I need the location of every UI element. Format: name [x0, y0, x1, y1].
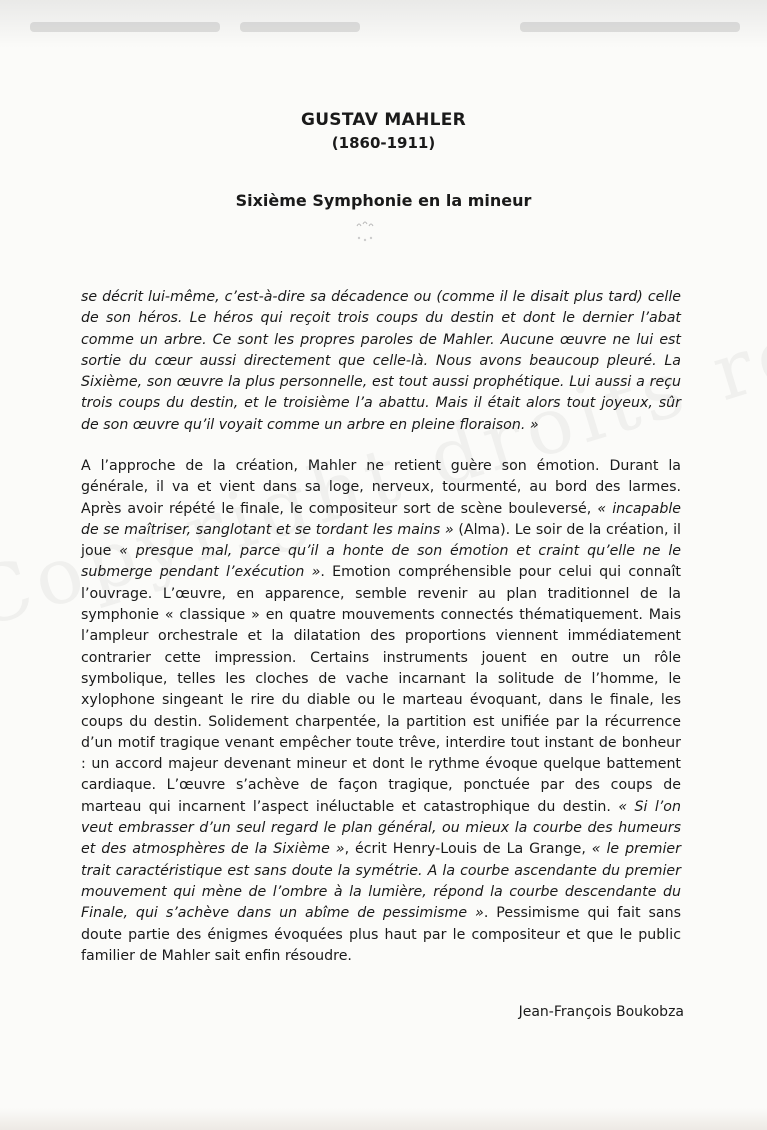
citation: « incapable de se maîtriser, sanglotant et se tordant les mains »	[81, 500, 681, 538]
scan-bleed-through	[0, 0, 767, 48]
body-text: . Pessimisme qui fait sans doute partie des énigmes évoquées plus haut par le compositeur et que le public familier de Mahler sait enfin résoudre.	[81, 905, 682, 964]
quote-paragraph: se décrit lui-même, c’est-à-dire sa décadence ou (comme il le disait plus tard) celle de son héros. Le héros qui reçoit trois coups du destin et dont le dernier l’abat comme un arbre. Ce sont les propres paroles de Mahler. Aucune œuvre ne lui est sortie du cœur aussi directement que celle-là. Nous avons beaucoup pleuré. La Sixième, son œuvre la plus personnelle, est tout aussi prophétique. Lui aussi a reçu trois coups du destin, et le troisième l’a abattu. Mais il était alors tout joyeux, sûr de son œuvre qu’il voyait comme un arbre en pleine floraison. »	[81, 289, 681, 433]
body-text: (Alma). Le soir de la création, il joue	[81, 521, 681, 560]
composer-dates: (1860-1911)	[331, 134, 436, 152]
scan-edge	[0, 1108, 767, 1130]
ornament-icon	[343, 218, 383, 248]
body-text: , écrit Henry-Louis de La Grange,	[344, 841, 592, 858]
citation: « le premier trait caractéristique est sans doute la symétrie. A la courbe ascendante du premier mouvement qui mène de l’ombre à la lumière, répond la courbe descendante du Finale, qui s’achève dans un abîme de pessimisme »	[81, 841, 681, 922]
body-paragraph	[81, 456, 681, 967]
body-text: A l’approche de la création, Mahler ne retient guère son émotion. Durant la générale, il va et vient dans sa loge, nerveux, tourmenté, au bord des larmes. Après avoir répété le finale, le compositeur sort de scène bouleversé,	[81, 458, 681, 517]
citation: « Si l’on veut embrasser d’un seul regard le plan général, ou mieux la courbe des humeurs et des atmosphères de la Sixième »	[81, 798, 681, 858]
citation: « presque mal, parce qu’il a honte de son émotion et craint qu’elle ne le submerge pendant l’exécution »	[81, 543, 681, 581]
work-title: Sixième Symphonie en la mineur	[235, 191, 532, 210]
body-text: . Emotion compréhensible pour celui qui connaît l’ouvrage. L’œuvre, en apparence, semble revenir au plan traditionnel de la symphonie « classique » en quatre mouvements connectés thématiquement. Mais l’ampleur orchestrale et la dilatation des proportions viennent immédiatement contrarier cette impression. Certains instruments jouent en outre un rôle symbolique, telles les cloches de vache incarnant la solitude de l’homme, le xylophone singeant le rire du diable ou le marteau évoquant, dans le finale, les coups du destin. Solidement charpentée, la partition est unifiée par la récurrence d’un motif tragique venant empêcher toute trêve, interdire tout instant de bonheur : un accord majeur devenant mineur et dont le rythme évoque quelque battement cardiaque. L’œuvre s’achève de façon tragique, ponctuée par des coups de marteau qui incarnent l’aspect inéluctable et catastrophique du destin.	[81, 564, 681, 815]
composer-name: GUSTAV MAHLER	[300, 110, 467, 130]
author-signature: Jean-François Boukobza	[518, 1004, 684, 1020]
